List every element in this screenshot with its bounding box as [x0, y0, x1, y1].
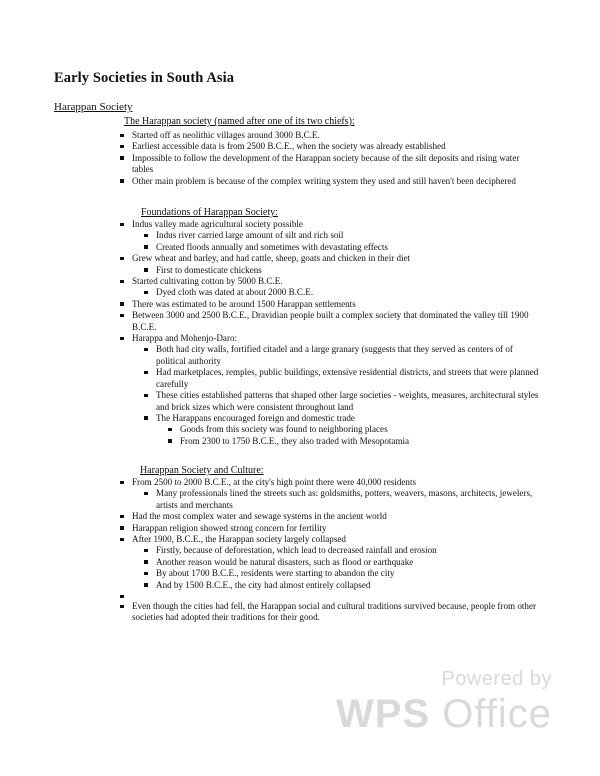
subheading-foundations: Foundations of Harappan Society: [141, 207, 278, 218]
list-item [120, 219, 540, 253]
list-item-text: After 1900, B.C.E., the Harappan society largely collapsed [132, 534, 346, 545]
sub-list-item: Had marketplaces, remples, public buildings, extensive residential districts, and streets that were planned carefully [144, 367, 540, 390]
sub-list-item: Indus river carried large amount of silt and rich soil [144, 230, 540, 241]
wps-office-watermark [322, 668, 552, 738]
list-society-culture [120, 477, 540, 624]
spacer [120, 591, 540, 601]
list-item-text: Started cultivating cotton by 5000 B.C.E. [132, 276, 283, 287]
list-item [120, 253, 540, 276]
list-item-text: Indus valley made agricultural society possible [132, 219, 303, 229]
section-heading: Harappan Society [54, 101, 133, 113]
list-item: Harappan religion showed strong concern for fertility [120, 523, 540, 534]
list-item [120, 276, 540, 299]
sub-list-item: These cities established patterns that shaped other large societies - weights, measures, architectural styles and brick sizes which were consistent throughout land [144, 390, 540, 413]
sub-sub-list-item: From 2300 to 1750 B.C.E., they also traded with Mesopotamia [168, 436, 540, 447]
sub-list-item: Created floods annually and sometimes with devastating effects [144, 242, 540, 253]
watermark-brand: WPS [336, 692, 431, 736]
list-item: Other main problem is because of the complex writing system they used and still haven't been deciphered [120, 176, 540, 187]
sub-list-item: Many professionals lined the streets such as: goldsmiths, potters, weavers, masons, architects, jewelers, artists and merchants [144, 488, 540, 511]
list-item [120, 534, 540, 591]
list-harappan-society [120, 130, 540, 187]
sub-list-item [144, 413, 540, 447]
list-item-text: Harappa and Mohenjo-Daro: [132, 333, 238, 344]
list-item: Between 3000 and 2500 B.C.E., Dravidian people built a complex society that dominated the valley till 1900 B.C.E. [120, 310, 540, 333]
list-item-text: Grew wheat and barley, and had cattle, sheep, goats and chicken in their diet [132, 253, 411, 264]
list-item [120, 333, 540, 447]
sub-list-item: Both had city walls, fortified citadel and a large granary (suggests that they served as centers of of political authority [144, 344, 540, 367]
list-item: Even though the cities had fell, the Harappan social and cultural traditions survived because, people from other societies had adopted their traditions for their good. [120, 601, 540, 624]
watermark-powered-by: Powered by [441, 668, 552, 690]
sub-list-item: First to domesticate chickens [144, 265, 540, 276]
sub-sub-list-item: Goods from this society was found to neighboring places [168, 424, 540, 435]
sub-list-item-text: The Harappans encouraged foreign and domestic trade [156, 412, 355, 423]
list-item-text: From 2500 to 2000 B.C.E., at the city's high point there were 40,000 residents [132, 477, 417, 487]
sub-list-item: By about 1700 B.C.E., residents were starting to abandon the city [144, 568, 540, 579]
list-item: Started off as neolithic villages around 3000 B.C.E. [120, 130, 540, 141]
sub-list-item: Firstly, because of deforestation, which lead to decreased rainfall and erosion [144, 545, 540, 556]
document-title: Early Societies in South Asia [54, 70, 235, 86]
list-item: Had the most complex water and sewage systems in the ancient world [120, 511, 540, 522]
sub-list-item: Another reason would be natural disasters, such as flood or earthquake [144, 557, 540, 568]
sub-list-item: And by 1500 B.C.E., the city had almost entirely collapsed [144, 580, 540, 591]
list-item: There was estimated to be around 1500 Harappan settlements [120, 299, 540, 310]
subheading-harappan-society: The Harappan society (named after one of its two chiefs): [124, 116, 355, 127]
subheading-society-culture: Harappan Society and Culture: [140, 465, 264, 476]
list-foundations [120, 219, 540, 447]
list-item: Earliest accessible data is from 2500 B.C.E., when the society was already established [120, 141, 540, 152]
sub-list-item: Dyed cloth was dated at about 2000 B.C.E. [144, 287, 540, 298]
watermark-product: Office [442, 692, 552, 736]
list-item [120, 477, 540, 511]
watermark-logo [336, 692, 552, 737]
list-item: Impossible to follow the development of the Harappan society because of the silt deposits and rising water tables [120, 153, 540, 176]
